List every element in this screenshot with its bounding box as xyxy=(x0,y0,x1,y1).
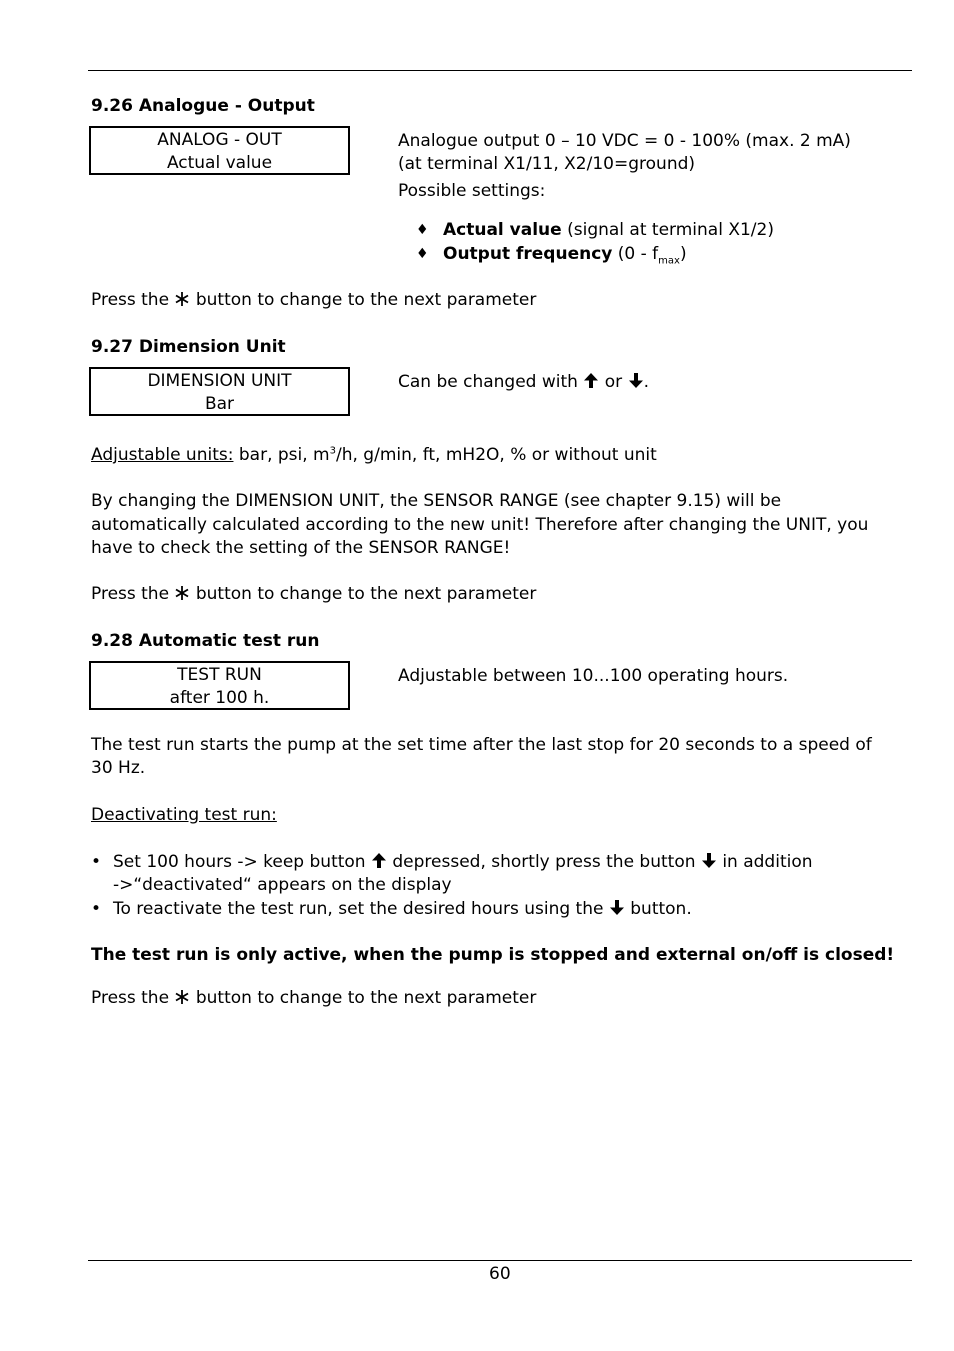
dimension-paragraph-line3: have to check the setting of the SENSOR RANGE! xyxy=(91,538,511,558)
section-heading-9-28: 9.28 Automatic test run xyxy=(91,631,320,651)
bullet-item-2 xyxy=(113,898,692,923)
dimension-desc xyxy=(398,371,649,396)
units-superscript: 3 xyxy=(329,445,336,457)
lcd-display-analog-out xyxy=(89,126,350,175)
footer-rule xyxy=(88,1260,912,1261)
adjustable-units-line xyxy=(91,444,657,467)
bullet-text: Set 100 hours -> keep button xyxy=(113,852,371,872)
option-actual-value xyxy=(443,219,774,242)
lcd-line-2: Bar xyxy=(204,394,235,414)
desc-or: or xyxy=(599,372,628,392)
press-star-instruction xyxy=(91,583,536,608)
press-star-instruction xyxy=(91,289,536,314)
bullet-text: in addition xyxy=(716,852,813,872)
units-label: Adjustable units: xyxy=(91,445,234,465)
lcd-line-1: ANALOG - OUT xyxy=(157,130,282,150)
bullet-text: depressed, shortly press the button xyxy=(386,852,701,872)
page-number: 60 xyxy=(489,1264,511,1284)
arrow-down-icon xyxy=(701,852,717,876)
bullet-text: button. xyxy=(624,899,692,919)
asterisk-icon xyxy=(174,291,190,314)
units-text-b: /h, g/min, ft, mH2O, % or without unit xyxy=(336,445,657,465)
analog-desc-line3: Possible settings: xyxy=(398,181,546,201)
bullet-item-1 xyxy=(113,851,813,876)
diamond-bullet-icon: ♦ xyxy=(416,246,429,262)
desc-end: . xyxy=(643,372,649,392)
press-star-instruction xyxy=(91,987,536,1012)
lcd-line-1: TEST RUN xyxy=(177,665,262,685)
bullet-text: To reactivate the test run, set the desired hours using the xyxy=(113,899,609,919)
bullet-dot-icon: • xyxy=(91,852,102,872)
bullet-dot-icon: • xyxy=(91,899,102,919)
section-heading-9-26: 9.26 Analogue - Output xyxy=(91,96,315,116)
option-label: Actual value xyxy=(443,220,562,240)
header-rule xyxy=(88,70,912,71)
option-detail-end: ) xyxy=(679,244,687,264)
option-subscript: max xyxy=(658,255,680,267)
arrow-up-icon xyxy=(371,852,387,876)
option-detail: (0 - f xyxy=(612,244,659,264)
test-run-paragraph-line1: The test run starts the pump at the set time after the last stop for 20 seconds to a speed of xyxy=(91,735,872,755)
lcd-line-1: DIMENSION UNIT xyxy=(147,371,292,391)
units-text-a: bar, psi, m xyxy=(233,445,330,465)
option-detail: (signal at terminal X1/2) xyxy=(561,220,774,240)
press-text-b: button to change to the next parameter xyxy=(190,584,537,604)
test-run-desc: Adjustable between 10...100 operating hours. xyxy=(398,666,789,686)
dimension-paragraph-line2: automatically calculated according to the new unit! Therefore after changing the UNIT, you xyxy=(91,515,869,535)
option-label: Output frequency xyxy=(443,244,613,264)
asterisk-icon xyxy=(174,989,190,1012)
arrow-down-icon xyxy=(628,372,644,396)
press-text-a: Press the xyxy=(91,988,175,1008)
arrow-up-icon xyxy=(583,372,599,396)
lcd-line-2: after 100 h. xyxy=(169,688,270,708)
analog-desc-line1: Analogue output 0 – 10 VDC = 0 - 100% (max. 2 mA) xyxy=(398,131,851,151)
asterisk-icon xyxy=(174,585,190,608)
lcd-line-2: Actual value xyxy=(166,153,273,173)
press-text-a: Press the xyxy=(91,584,175,604)
test-run-paragraph-line2: 30 Hz. xyxy=(91,758,146,778)
warning-note: The test run is only active, when the pump is stopped and external on/off is closed! xyxy=(91,945,895,965)
bullet-item-1-line2: ->“deactivated“ appears on the display xyxy=(113,875,452,895)
analog-desc-line2: (at terminal X1/11, X2/10=ground) xyxy=(398,154,696,174)
lcd-display-test-run xyxy=(89,661,350,710)
press-text-b: button to change to the next parameter xyxy=(190,988,537,1008)
option-output-frequency xyxy=(443,243,687,266)
deactivating-label: Deactivating test run: xyxy=(91,805,277,825)
diamond-bullet-icon: ♦ xyxy=(416,222,429,238)
desc-text: Can be changed with xyxy=(398,372,584,392)
press-text-b: button to change to the next parameter xyxy=(190,290,537,310)
dimension-paragraph-line1: By changing the DIMENSION UNIT, the SENSOR RANGE (see chapter 9.15) will be xyxy=(91,491,782,511)
lcd-display-dimension-unit xyxy=(89,367,350,416)
section-heading-9-27: 9.27 Dimension Unit xyxy=(91,337,286,357)
arrow-down-icon xyxy=(609,899,625,923)
press-text-a: Press the xyxy=(91,290,175,310)
